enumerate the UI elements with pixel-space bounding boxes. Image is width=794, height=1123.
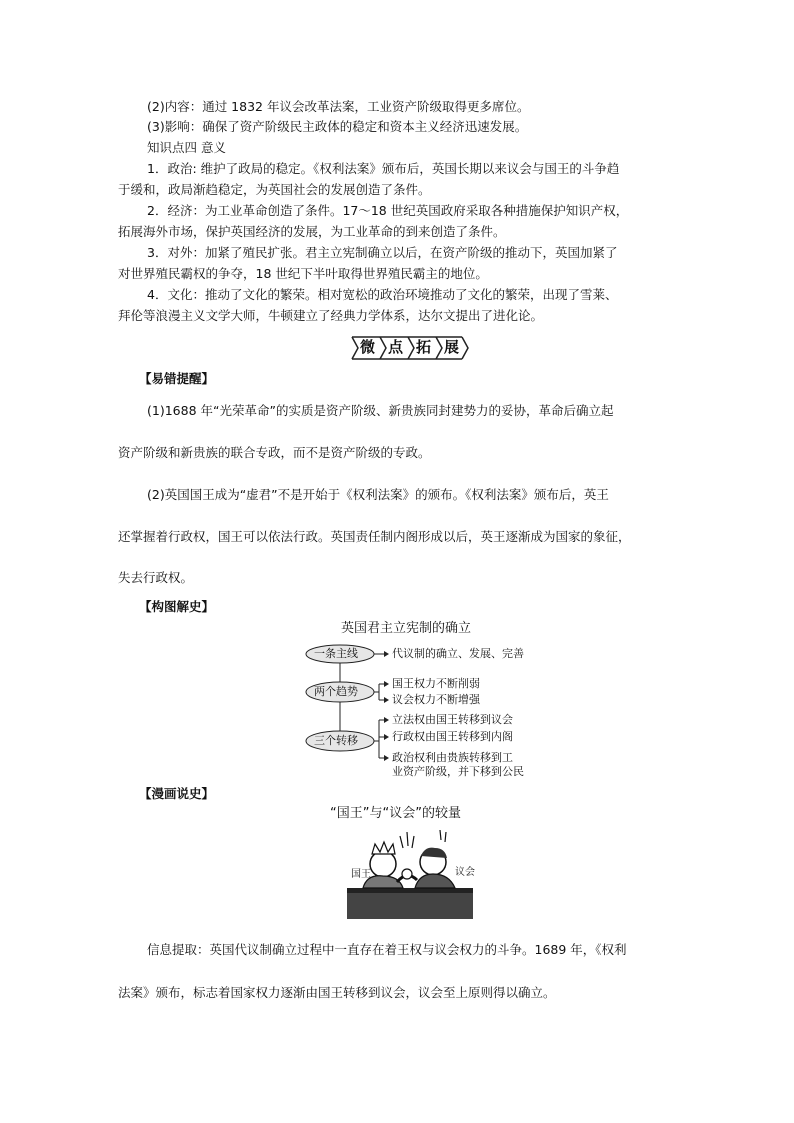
banner-char: 拓	[416, 338, 432, 356]
goutu-heading: 【构图解史】	[139, 599, 215, 614]
diagram-title: 英国君主立宪制的确立	[341, 621, 472, 636]
economy-line: 2．经济：为工业革命创造了条件。17～18 世纪英国政府采取各种措施保护知识产权，	[147, 203, 629, 218]
politics-line-cont: 于缓和，政局渐趋稳定，为英国社会的发展创造了条件。	[118, 182, 431, 197]
node-main-line: 一条主线	[314, 647, 358, 660]
content-line: (2)内容：通过 1832 年议会改革法案，工业资产阶级取得更多席位。	[147, 99, 530, 114]
banner-char: 微	[360, 338, 376, 356]
trend-item: 国王权力不断削弱	[392, 677, 480, 690]
transfer-item: 行政权由国王转移到内阁	[392, 730, 513, 743]
transfer-item: 立法权由国王转移到议会	[392, 713, 513, 726]
yicuo-p2-cont: 还掌握着行政权，国王可以依法行政。英国责任制内阁形成以后，英王逐渐成为国家的象征，	[118, 529, 631, 544]
info-extract-cont: 法案》颁布，标志着国家权力逐渐由国王转移到议会，议会至上原则得以确立。	[118, 985, 556, 1000]
cartoon-label-king: 国王	[351, 869, 371, 880]
transfer-item: 政治权利由贵族转移到工	[392, 751, 513, 764]
yicuo-p2-cont2: 失去行政权。	[118, 570, 194, 585]
yicuo-p1: (1)1688 年“光荣革命”的实质是资产阶级、新贵族同封建势力的妥协，革命后确立起	[147, 403, 614, 418]
foreign-line: 3．对外：加紧了殖民扩张。君主立宪制确立以后，在资产阶级的推动下，英国加紧了	[147, 245, 618, 260]
banner-char: 点	[388, 338, 404, 356]
node-main-line-text: 代议制的确立、发展、完善	[392, 647, 524, 660]
yicuo-p2: (2)英国国王成为“虚君”不是开始于《权利法案》的颁布。《权利法案》颁布后，英王	[147, 487, 609, 502]
culture-line-cont: 拜伦等浪漫主义文学大师，牛顿建立了经典力学体系，达尔文提出了进化论。	[118, 308, 544, 323]
impact-line: (3)影响：确保了资产阶级民主政体的稳定和资本主义经济迅速发展。	[147, 119, 528, 134]
manhua-heading: 【漫画说史】	[139, 786, 215, 801]
banner-char: 展	[444, 338, 460, 356]
node-three-transfers: 三个转移	[314, 734, 358, 747]
transfer-item: 业资产阶级，并下移到公民	[392, 765, 524, 778]
cartoon-title: “国王”与“议会”的较量	[330, 806, 461, 821]
culture-line: 4．文化：推动了文化的繁荣。相对宽松的政治环境推动了文化的繁荣，出现了雪莱、	[147, 287, 618, 302]
economy-line-cont: 拓展海外市场，保护英国经济的发展，为工业革命的到来创造了条件。	[118, 224, 506, 239]
banner-text	[358, 336, 470, 360]
node-two-trends: 两个趋势	[314, 685, 358, 698]
politics-line: 1．政治: 维护了政局的稳定。《权利法案》颁布后，英国长期以来议会与国王的斗争趋	[147, 161, 620, 176]
cartoon-label-parliament: 议会	[455, 867, 475, 878]
yicuo-heading: 【易错提醒】	[139, 371, 215, 386]
info-extract: 信息提取：英国代议制确立过程中一直存在着王权与议会权力的斗争。1689 年，《权利	[147, 942, 627, 957]
knowledge-point-heading: 知识点四 意义	[147, 140, 226, 155]
trend-item: 议会权力不断增强	[392, 693, 480, 706]
foreign-line-cont: 对世界殖民霸权的争夺，18 世纪下半叶取得世界殖民霸主的地位。	[118, 266, 488, 281]
yicuo-p1-cont: 资产阶级和新贵族的联合专政，而不是资产阶级的专政。	[118, 445, 431, 460]
